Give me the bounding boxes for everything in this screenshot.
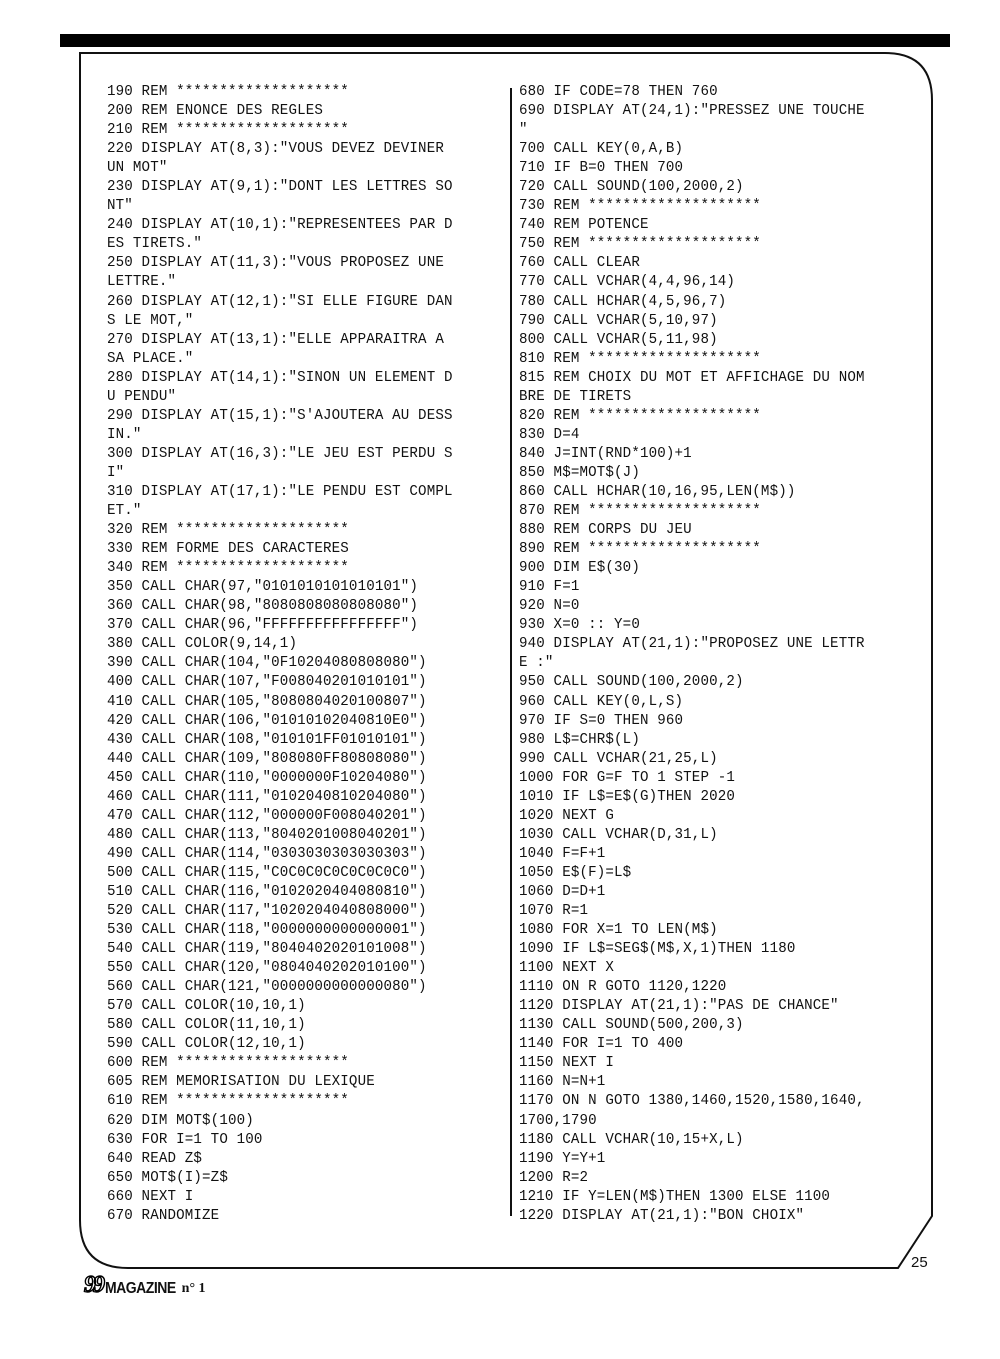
code-line: 960 CALL KEY(0,L,S) (519, 693, 684, 710)
code-line: 1200 R=2 (519, 1169, 589, 1186)
code-line: 580 CALL COLOR(11,10,1) (107, 1017, 306, 1034)
code-line: 310 DISPLAY AT(17,1):"LE PENDU EST COMPL (107, 483, 453, 500)
code-line: 380 CALL COLOR(9,14,1) (107, 636, 298, 653)
code-line: 605 REM MEMORISATION DU LEXIQUE (107, 1074, 375, 1091)
code-line: 910 F=1 (519, 579, 580, 596)
code-line: 500 CALL CHAR(115,"C0C0C0C0C0C0C0C0") (107, 864, 427, 881)
code-line: 400 CALL CHAR(107,"F008040201010101") (107, 674, 427, 691)
code-line: 450 CALL CHAR(110,"0000000F10204080") (107, 769, 427, 786)
code-line: 1020 NEXT G (519, 807, 615, 824)
code-line: 840 J=INT(RND*100)+1 (519, 445, 692, 462)
code-line: 340 REM ******************** (107, 560, 349, 577)
code-line: 930 X=0 :: Y=0 (519, 617, 640, 634)
code-line: 590 CALL COLOR(12,10,1) (107, 1036, 306, 1053)
code-line: 800 CALL VCHAR(5,11,98) (519, 331, 718, 348)
code-line: 470 CALL CHAR(112,"000000F008040201") (107, 807, 427, 824)
code-line: 290 DISPLAY AT(15,1):"S'AJOUTERA AU DESS (107, 407, 453, 424)
code-line: 230 DISPLAY AT(9,1):"DONT LES LETTRES SO (107, 179, 453, 196)
code-line: 810 REM ******************** (519, 350, 761, 367)
magazine-title: MAGAZINE (105, 1277, 176, 1297)
code-line: 740 REM POTENCE (519, 217, 649, 234)
code-line: 510 CALL CHAR(116,"0102020404080810") (107, 883, 427, 900)
code-line: 460 CALL CHAR(111,"0102040810204080") (107, 788, 427, 805)
code-line: 850 M$=MOT$(J) (519, 464, 640, 481)
code-line: 1010 IF L$=E$(G)THEN 2020 (519, 788, 736, 805)
code-line: 610 REM ******************** (107, 1093, 349, 1110)
code-line: 1150 NEXT I (519, 1055, 615, 1072)
code-line: LETTRE." (107, 274, 177, 291)
code-line: 540 CALL CHAR(119,"8040402020101008") (107, 941, 427, 958)
code-listing-right (519, 83, 865, 1226)
code-line: ES TIRETS." (107, 236, 203, 253)
code-line: 490 CALL CHAR(114,"0303030303030303") (107, 845, 427, 862)
code-line: UN MOT" (107, 160, 168, 177)
code-line: 1220 DISPLAY AT(21,1):"BON CHOIX" (519, 1207, 805, 1224)
code-line: 270 DISPLAY AT(13,1):"ELLE APPARAITRA A (107, 331, 444, 348)
code-line: 530 CALL CHAR(118,"0000000000000001") (107, 922, 427, 939)
code-line: 370 CALL CHAR(96,"FFFFFFFFFFFFFFFF") (107, 617, 419, 634)
code-line: 280 DISPLAY AT(14,1):"SINON UN ELEMENT D (107, 369, 453, 386)
code-line: 1110 ON R GOTO 1120,1220 (519, 979, 727, 996)
code-line: 1190 Y=Y+1 (519, 1150, 606, 1167)
code-line: 660 NEXT I (107, 1188, 194, 1205)
code-line: 520 CALL CHAR(117,"1020204040808000") (107, 903, 427, 920)
code-line: 730 REM ******************** (519, 198, 761, 215)
code-line: 390 CALL CHAR(104,"0F10204080808080") (107, 655, 427, 672)
code-line: 1040 F=F+1 (519, 845, 606, 862)
code-line: 1080 FOR X=1 TO LEN(M$) (519, 922, 718, 939)
code-line: 420 CALL CHAR(106,"01010102040810E0") (107, 712, 427, 729)
code-line: 570 CALL COLOR(10,10,1) (107, 998, 306, 1015)
code-line: 780 CALL HCHAR(4,5,96,7) (519, 293, 727, 310)
code-line: 1070 R=1 (519, 903, 589, 920)
code-line: 480 CALL CHAR(113,"8040201008040201") (107, 826, 427, 843)
code-line: 220 DISPLAY AT(8,3):"VOUS DEVEZ DEVINER (107, 141, 444, 158)
code-line: 1000 FOR G=F TO 1 STEP -1 (519, 769, 736, 786)
code-line: 430 CALL CHAR(108,"010101FF01010101") (107, 731, 427, 748)
code-line: 900 DIM E$(30) (519, 560, 640, 577)
column-divider (510, 88, 512, 1216)
code-line: IN." (107, 426, 142, 443)
code-line: BRE DE TIRETS (519, 388, 632, 405)
code-line: 870 REM ******************** (519, 503, 761, 520)
code-line: 1180 CALL VCHAR(10,15+X,L) (519, 1131, 744, 1148)
code-line: 630 FOR I=1 TO 100 (107, 1131, 263, 1148)
code-line: 360 CALL CHAR(98,"8080808080808080") (107, 598, 419, 615)
code-line: 815 REM CHOIX DU MOT ET AFFICHAGE DU NOM (519, 369, 865, 386)
code-line: 890 REM ******************** (519, 541, 761, 558)
code-line: 240 DISPLAY AT(10,1):"REPRESENTEES PAR D (107, 217, 453, 234)
code-line: 880 REM CORPS DU JEU (519, 522, 692, 539)
code-line: 1050 E$(F)=L$ (519, 864, 632, 881)
code-line: 710 IF B=0 THEN 700 (519, 160, 684, 177)
code-line: 330 REM FORME DES CARACTERES (107, 541, 349, 558)
code-line: 300 DISPLAY AT(16,3):"LE JEU EST PERDU S (107, 445, 453, 462)
code-line: 790 CALL VCHAR(5,10,97) (519, 312, 718, 329)
code-line: 760 CALL CLEAR (519, 255, 640, 272)
code-line: 1060 D=D+1 (519, 883, 606, 900)
code-line: 820 REM ******************** (519, 407, 761, 424)
code-line: I" (107, 464, 125, 481)
code-line: 1160 N=N+1 (519, 1074, 606, 1091)
code-line: 200 REM ENONCE DES REGLES (107, 103, 324, 120)
code-line: 920 N=0 (519, 598, 580, 615)
code-line: U PENDU" (107, 388, 177, 405)
code-line: E :" (519, 655, 554, 672)
code-line: 700 CALL KEY(0,A,B) (519, 141, 684, 158)
code-line: 830 D=4 (519, 426, 580, 443)
code-line: ET." (107, 503, 142, 520)
code-line: 770 CALL VCHAR(4,4,96,14) (519, 274, 736, 291)
code-line: 250 DISPLAY AT(11,3):"VOUS PROPOSEZ UNE (107, 255, 444, 272)
code-line: 720 CALL SOUND(100,2000,2) (519, 179, 744, 196)
code-line: 650 MOT$(I)=Z$ (107, 1169, 228, 1186)
magazine-logo (84, 1272, 206, 1299)
code-line: 350 CALL CHAR(97,"0101010101010101") (107, 579, 419, 596)
code-line: 690 DISPLAY AT(24,1):"PRESSEZ UNE TOUCHE (519, 103, 865, 120)
page-number: 25 (911, 1254, 928, 1271)
code-line: 1100 NEXT X (519, 960, 615, 977)
code-line: 410 CALL CHAR(105,"8080804020100807") (107, 693, 427, 710)
code-line: 190 REM ******************** (107, 84, 349, 100)
code-line: 1130 CALL SOUND(500,200,3) (519, 1017, 744, 1034)
code-line: 670 RANDOMIZE (107, 1207, 220, 1224)
logo-mark: 99 (84, 1272, 102, 1298)
code-line: 210 REM ******************** (107, 122, 349, 139)
code-line: 1030 CALL VCHAR(D,31,L) (519, 826, 718, 843)
code-line: 1120 DISPLAY AT(21,1):"PAS DE CHANCE" (519, 998, 839, 1015)
code-line: 860 CALL HCHAR(10,16,95,LEN(M$)) (519, 483, 796, 500)
code-line: 980 L$=CHR$(L) (519, 731, 640, 748)
code-line: 260 DISPLAY AT(12,1):"SI ELLE FIGURE DAN (107, 293, 453, 310)
code-line: 440 CALL CHAR(109,"808080FF80808080") (107, 750, 427, 767)
code-line: 940 DISPLAY AT(21,1):"PROPOSEZ UNE LETTR (519, 636, 865, 653)
code-line: 750 REM ******************** (519, 236, 761, 253)
code-line: SA PLACE." (107, 350, 194, 367)
code-line: 1210 IF Y=LEN(M$)THEN 1300 ELSE 1100 (519, 1188, 831, 1205)
code-line: S LE MOT," (107, 312, 194, 329)
code-line: 1090 IF L$=SEG$(M$,X,1)THEN 1180 (519, 941, 796, 958)
code-line: 680 IF CODE=78 THEN 760 (519, 84, 718, 100)
code-line: 970 IF S=0 THEN 960 (519, 712, 684, 729)
code-line: " (519, 122, 528, 139)
code-line: 560 CALL CHAR(121,"0000000000000080") (107, 979, 427, 996)
code-line: 1140 FOR I=1 TO 400 (519, 1036, 684, 1053)
code-line: 1700,1790 (519, 1112, 597, 1129)
code-line: 320 REM ******************** (107, 522, 349, 539)
issue-number: n° 1 (181, 1281, 206, 1296)
code-listing-left (107, 83, 453, 1226)
code-line: 1170 ON N GOTO 1380,1460,1520,1580,1640, (519, 1093, 865, 1110)
code-line: 600 REM ******************** (107, 1055, 349, 1072)
code-line: 550 CALL CHAR(120,"0804040202010100") (107, 960, 427, 977)
code-line: 990 CALL VCHAR(21,25,L) (519, 750, 718, 767)
code-line: 640 READ Z$ (107, 1150, 203, 1167)
code-line: 950 CALL SOUND(100,2000,2) (519, 674, 744, 691)
code-line: NT" (107, 198, 133, 215)
code-line: 620 DIM MOT$(100) (107, 1112, 254, 1129)
